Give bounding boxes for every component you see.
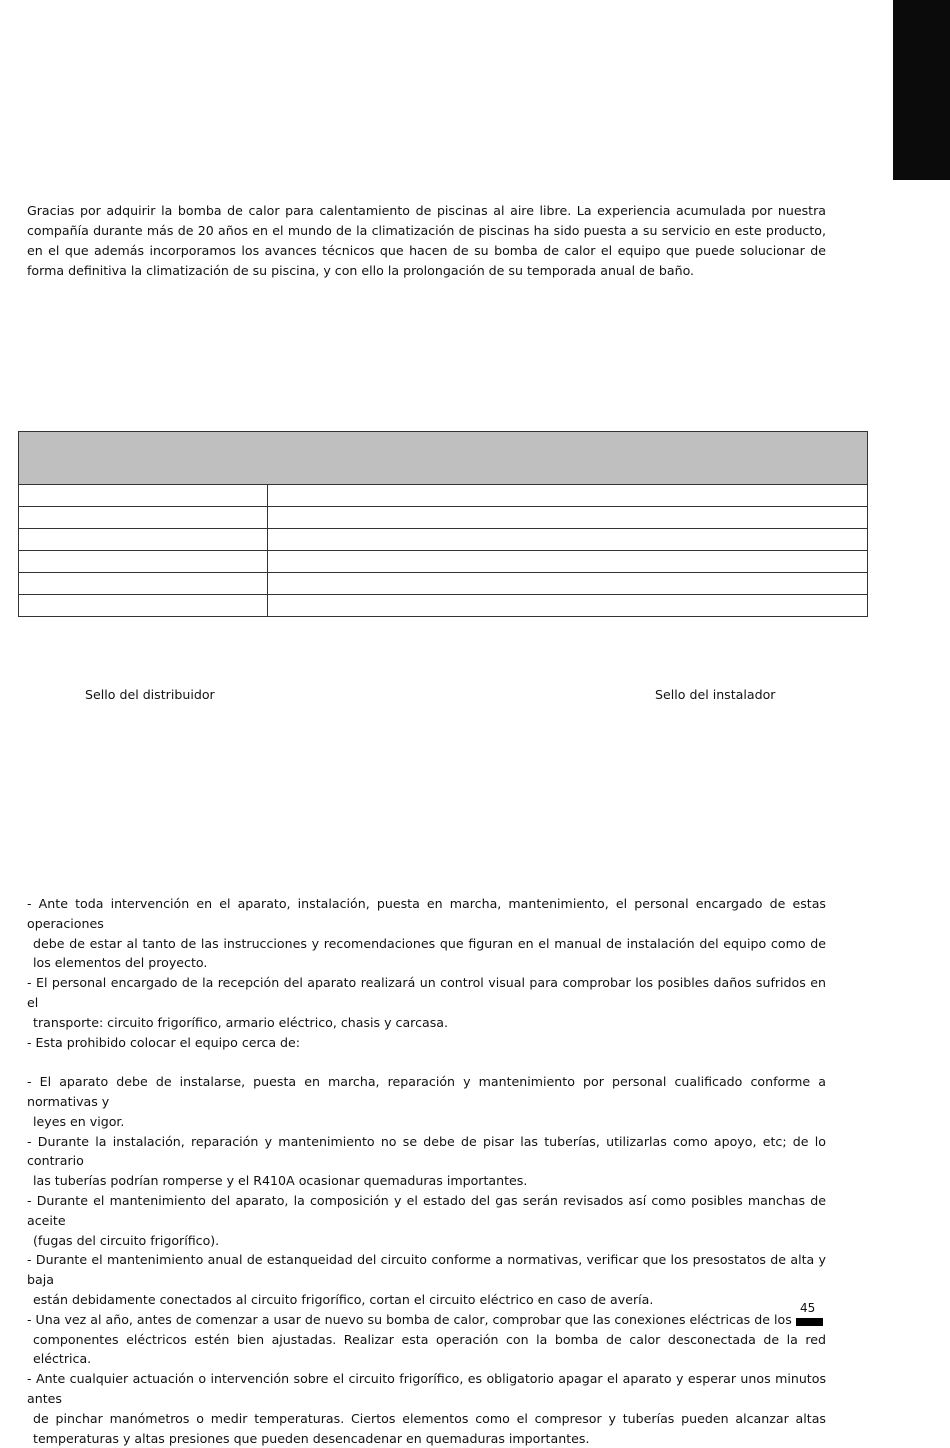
list-spacer (27, 1052, 826, 1072)
table-cell (268, 507, 868, 529)
table-cell (268, 485, 868, 507)
table-cell (19, 529, 268, 551)
table-header (19, 432, 868, 485)
table-row (19, 485, 868, 507)
language-tab-label: español (860, 33, 886, 130)
table-cell (19, 551, 268, 573)
list-item: - Ante cualquier actuación o intervención sobre el circuito frigorífico, es obligatorio apagar el aparato y esperar unos minutos antes de pinchar manómetros o medir temperaturas. Ciertos elementos como el compresor y tuberías pueden alcanzar altas temperaturas y altas presiones que pueden desencadenar en quemaduras importantes. (27, 1371, 826, 1446)
language-tab (860, 0, 950, 180)
table-cell (19, 573, 268, 595)
table-row (19, 507, 868, 529)
page-marker-bar (796, 1318, 823, 1326)
table-row (19, 551, 868, 573)
table-cell (19, 485, 268, 507)
table-row (19, 573, 868, 595)
list-item: - El personal encargado de la recepción del aparato realizará un control visual para comprobar los posibles daños sufridos en el transporte: circuito frigorífico, armario eléctrico, chasis y carcasa. (27, 975, 826, 1030)
list-item: - Durante el mantenimiento anual de estanqueidad del circuito conforme a normativas, verificar que los presostatos de alta y baja están debidamente conectados al circuito frigorífico, cortan el circuito eléctrico en caso de avería. (27, 1252, 826, 1307)
table-row (19, 529, 868, 551)
installer-stamp-label: Sello del instalador (655, 687, 776, 702)
table-cell (268, 595, 868, 617)
table-cell (19, 507, 268, 529)
list-item: - Una vez al año, antes de comenzar a usar de nuevo su bomba de calor, comprobar que las conexiones eléctricas de los componentes eléctricos estén bien ajustadas. Realizar esta operación con la bomba de calor desconectada de la red eléctrica. (27, 1311, 826, 1367)
distributor-stamp-label: Sello del distribuidor (85, 687, 215, 702)
table-row (19, 595, 868, 617)
warranty-table (18, 431, 868, 617)
list-item: - Durante la instalación, reparación y mantenimiento no se debe de pisar las tuberías, utilizarlas como apoyo, etc; de lo contrario las tuberías podrían romperse y el R410A ocasionar quemaduras importantes. (27, 1133, 826, 1189)
page-number: 45 (800, 1301, 816, 1315)
table-cell (19, 595, 268, 617)
safety-notes-list (27, 894, 826, 1448)
table-cell (268, 551, 868, 573)
list-item: - Esta prohibido colocar el equipo cerca de: (27, 1034, 301, 1050)
list-item: - Ante toda intervención en el aparato, instalación, puesta en marcha, mantenimiento, el personal encargado de estas operaciones debe de estar al tanto de las instrucciones y recomendaciones que figuran en el manual de instalación del equipo como de los elementos del proyecto. (27, 896, 826, 971)
list-item: - El aparato debe de instalarse, puesta en marcha, reparación y mantenimiento por personal cualificado conforme a normativas y leyes en vigor. (27, 1074, 826, 1129)
table-cell (268, 529, 868, 551)
table-cell (268, 573, 868, 595)
list-item: - Durante el mantenimiento del aparato, la composición y el estado del gas serán revisados así como posibles manchas de aceite (fugas del circuito frigorífico). (27, 1192, 826, 1248)
intro-paragraph: Gracias por adquirir la bomba de calor para calentamiento de piscinas al aire libre. La experiencia acumulada por nuestra compañía durante más de 20 años en el mundo de la climatización de piscinas ha sido puesta a su servicio en este producto, en el que además incorporamos los avances técnicos que hacen de su bomba de calor el equipo que puede solucionar de forma definitiva la climatización de su piscina, y con ello la prolongación de su temporada anual de baño. (27, 203, 826, 278)
